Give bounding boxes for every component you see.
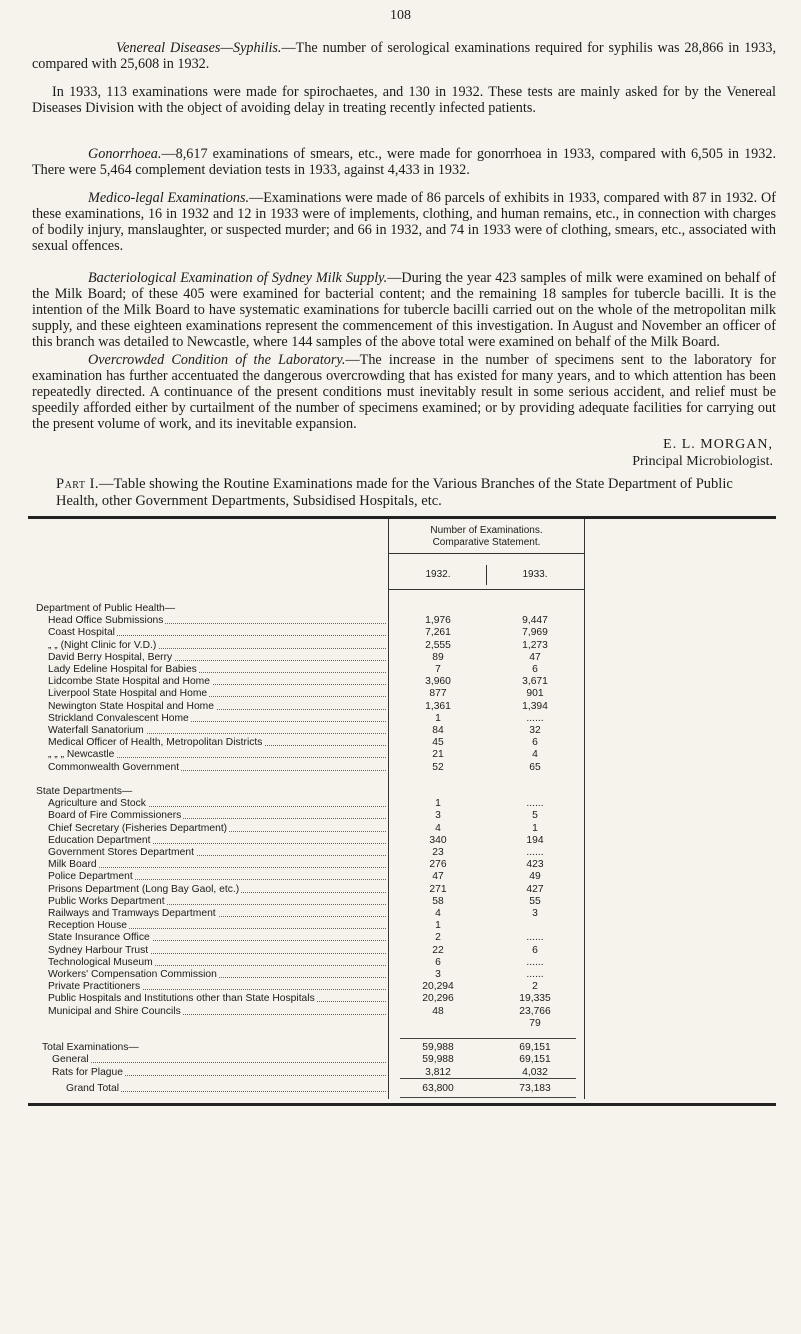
value-1932: 1 xyxy=(435,712,441,724)
table-row xyxy=(28,993,776,1005)
table-row xyxy=(28,908,776,920)
value-1933: ...... xyxy=(526,798,544,810)
row-label xyxy=(48,1006,386,1018)
table-row xyxy=(28,1018,776,1030)
table-row xyxy=(28,896,776,908)
row-label-text: Rats for Plague xyxy=(52,1066,123,1078)
paragraph-text: —The number of serological examinations required for syphilis was 28,866 in 1933, compared with 25,608 in 1932. xyxy=(32,40,776,72)
table-row xyxy=(28,810,776,822)
col-header-1932: 1932. xyxy=(425,569,451,580)
row-label xyxy=(52,1054,386,1066)
value-1933: 1 xyxy=(532,822,538,834)
caption-part: Part I. xyxy=(56,476,100,492)
section-title xyxy=(28,603,776,615)
row-label xyxy=(48,664,386,676)
value-1933: ...... xyxy=(526,969,544,980)
paragraph-text: —8,617 examinations of smears, etc., were made for gonorrhoea in 1933, compared with 6,505 in 1932. There were 5,464 complement deviation tests in 1933, against 4,433 in 1932. xyxy=(32,146,776,178)
value-1932: 48 xyxy=(432,1005,444,1017)
paragraph-lead: Medico-legal Examinations. xyxy=(88,190,250,206)
table-row xyxy=(28,615,776,627)
row-label xyxy=(48,688,386,700)
value-1932: 6 xyxy=(435,956,441,968)
value-1933: 69,151 xyxy=(519,1042,551,1054)
row-label xyxy=(48,798,386,810)
value-1932: 89 xyxy=(432,651,444,663)
paragraph-text: —During the year 423 samples of milk were examined on behalf of the Milk Board; of these 405 were examined for bacterial content; and the remaining 18 samples for tubercle bacilli. It is the intention of the Milk Board to have systematic examinations for tubercle bacilli carried out on the whole of the metropolitan milk supply, and these eighteen examinations represent the commencement of this investigation. In August and November an officer of this branch was detailed to Newcastle, where 144 samples of the above total were examined on behalf of the Milk Board. xyxy=(32,270,776,350)
row-label xyxy=(48,652,386,664)
value-1932: 271 xyxy=(429,883,447,895)
row-label xyxy=(48,981,386,993)
row-label-text: Coast Hospital xyxy=(48,627,115,639)
table-row xyxy=(28,884,776,896)
value-1933: 9,447 xyxy=(522,615,548,627)
value-1933: 23,766 xyxy=(519,1005,551,1017)
row-label xyxy=(42,1042,386,1054)
grand-total-rule xyxy=(400,1097,576,1098)
row-label-text: Department of Public Health— xyxy=(36,603,176,614)
row-label xyxy=(48,945,386,957)
row-label-text: Lady Edeline Hospital for Babies xyxy=(48,664,197,675)
row-label-text: Railways and Tramways Department xyxy=(48,908,216,919)
page-number: 108 xyxy=(390,8,411,23)
value-1933: 4 xyxy=(532,749,538,761)
value-1932: 59,988 xyxy=(422,1054,454,1066)
value-1933: ...... xyxy=(526,712,544,724)
row-label-text: Workers' Compensation Commission xyxy=(48,969,217,980)
value-1933: ...... xyxy=(526,932,544,944)
value-1932: 58 xyxy=(432,895,444,907)
value-1933: 47 xyxy=(529,651,541,663)
column-divider xyxy=(486,565,487,585)
table-row xyxy=(28,713,776,725)
value-1932: 47 xyxy=(432,871,444,883)
value-1932: 276 xyxy=(429,859,447,871)
row-label-text: Commonwealth Government xyxy=(48,761,180,773)
row-label-text: Newington State Hospital and Home xyxy=(48,700,214,712)
row-label-text: Total Examinations— xyxy=(42,1042,139,1054)
value-1933: 1,273 xyxy=(522,639,548,651)
row-label xyxy=(52,1067,386,1079)
row-label xyxy=(48,823,386,835)
row-label xyxy=(48,847,386,859)
value-1933: 194 xyxy=(526,834,544,846)
value-1933: 7,969 xyxy=(522,627,548,639)
table-row xyxy=(28,859,776,871)
value-1932: 1,361 xyxy=(425,700,451,712)
row-label-text: Reception House xyxy=(48,920,127,932)
table-row xyxy=(28,627,776,639)
value-1933: 3,671 xyxy=(522,676,548,688)
value-1933: 69,151 xyxy=(519,1054,551,1066)
value-1933: 1,394 xyxy=(522,700,548,712)
value-1932: 3,812 xyxy=(425,1066,451,1078)
paragraph-text: In 1933, 113 examinations were made for spirochaetes, and 130 in 1932. These tests are mainly asked for by the Venereal Diseases Division with the object of avoiding delay in treating recently infected patients. xyxy=(32,84,776,116)
value-1933: 6 xyxy=(532,944,538,956)
table-row xyxy=(28,798,776,810)
value-1932: 20,294 xyxy=(422,981,454,993)
row-label-text: Lidcombe State Hospital and Home xyxy=(48,676,210,688)
table-row xyxy=(28,969,776,981)
value-1932: 63,800 xyxy=(422,1082,454,1094)
row-label-text: Medical Officer of Health, Metropolitan Districts xyxy=(48,737,263,749)
header-main: Number of Examinations. xyxy=(430,525,543,536)
value-1933: 65 xyxy=(529,761,541,773)
signature-title: Principal Microbiologist. xyxy=(632,454,773,469)
row-label-text: Public Works Department xyxy=(48,895,165,907)
value-1932: 3,960 xyxy=(425,676,451,688)
table-row xyxy=(28,676,776,688)
paragraph-milk-supply xyxy=(32,270,776,350)
value-1932: 2 xyxy=(435,932,441,944)
row-label xyxy=(48,920,386,932)
table-row xyxy=(28,932,776,944)
paragraph-text: —Examinations were made of 86 parcels of exhibits in 1933, compared with 87 in 1932. Of these examinations, 16 in 1932 and 12 in 1933 were of implements, clothing, and human remains, etc., in connection with charges of bodily injury, manslaughter, or suspected murder; and 66 in 1932, and 74 in 1933 were of clothing, smears, etc., associated with sexual offences. xyxy=(32,190,776,254)
header-sub: Comparative Statement. xyxy=(432,537,541,548)
row-label xyxy=(48,713,386,725)
rats-row xyxy=(28,1067,776,1079)
row-label-text: Board of Fire Commissioners xyxy=(48,810,182,822)
row-label-text: Police Department xyxy=(48,871,133,883)
value-1932: 4 xyxy=(435,908,441,919)
grand-total-row xyxy=(28,1083,776,1095)
col-header-1933: 1933. xyxy=(522,569,548,580)
table-row xyxy=(28,749,776,761)
table-row xyxy=(28,725,776,737)
value-1933: ...... xyxy=(526,847,544,858)
paragraph-lead: Venereal Diseases—Syphilis. xyxy=(116,40,282,56)
value-1932: 7,261 xyxy=(425,627,451,639)
subtotal-rule xyxy=(400,1038,576,1039)
row-label xyxy=(48,993,386,1005)
row-label xyxy=(48,627,386,639)
row-label-text: Municipal and Shire Councils xyxy=(48,1005,181,1017)
value-1933: 2 xyxy=(532,981,538,993)
row-label-text: Liverpool State Hospital and Home xyxy=(48,688,208,700)
row-label xyxy=(48,615,386,627)
table-row xyxy=(28,664,776,676)
signature-name: E. L. MORGAN, xyxy=(663,437,773,452)
row-label-text: State Departments— xyxy=(36,786,133,797)
row-label xyxy=(48,640,386,652)
row-label xyxy=(48,1018,386,1030)
paragraph-syphilis xyxy=(32,40,776,72)
table-row xyxy=(28,737,776,749)
table-row xyxy=(28,688,776,700)
value-1932: 23 xyxy=(432,847,444,858)
table-row xyxy=(28,1006,776,1018)
row-label-text: Waterfall Sanatorium xyxy=(48,725,144,736)
value-1932: 21 xyxy=(432,749,444,761)
row-label-text: Public Hospitals and Institutions other than State Hospitals xyxy=(48,993,315,1005)
value-1933: 19,335 xyxy=(519,993,551,1005)
row-label xyxy=(48,908,386,920)
value-1932: 4 xyxy=(435,822,441,834)
row-label xyxy=(48,725,386,737)
table-caption xyxy=(56,476,746,510)
value-1933: 32 xyxy=(529,725,541,736)
signature xyxy=(632,436,773,470)
paragraph-lead: Overcrowded Condition of the Laboratory. xyxy=(88,352,346,368)
table-bottom-rule xyxy=(28,1103,776,1106)
row-label xyxy=(48,762,386,774)
row-label-text: Strickland Convalescent Home xyxy=(48,712,189,724)
paragraph-lead: Bacteriological Examination of Sydney Milk Supply. xyxy=(88,270,388,286)
value-1933: 5 xyxy=(532,810,538,822)
table-row xyxy=(28,981,776,993)
table-row xyxy=(28,920,776,932)
paragraph-spirochaetes xyxy=(32,84,776,116)
paragraph-text: —The increase in the number of specimens sent to the laboratory for examination has further accentuated the dangerous overcrowding that has existed for many years, and to which attention has been repeatedly directed. A continuance of the present conditions must inevitably result in some serious accident, and relief must be speedily afforded either by curtailment of the number of specimens examined; or by providing adequate facilities for carrying out the present volume of work, and its inevitable expansion. xyxy=(32,352,776,432)
row-label xyxy=(48,835,386,847)
row-label xyxy=(48,896,386,908)
row-label xyxy=(48,701,386,713)
value-1933: 6 xyxy=(532,737,538,749)
row-label xyxy=(48,749,386,761)
general-row xyxy=(28,1054,776,1066)
row-label xyxy=(48,859,386,871)
total-rule xyxy=(400,1078,576,1079)
paragraph-lead: Gonorrhoea. xyxy=(88,146,162,162)
header-rule xyxy=(389,589,584,590)
row-label xyxy=(48,969,386,981)
row-label-text: Grand Total xyxy=(66,1082,120,1094)
row-label-text xyxy=(48,1018,50,1029)
row-label xyxy=(48,932,386,944)
row-label xyxy=(48,884,386,896)
row-label-text: „ „ (Night Clinic for V.D.) xyxy=(48,639,157,651)
value-1932: 7 xyxy=(435,664,441,675)
value-1933: 901 xyxy=(526,688,544,700)
row-label-text: Government Stores Department xyxy=(48,847,194,858)
value-1933: 3 xyxy=(532,908,538,919)
value-1932: 20,296 xyxy=(422,993,454,1005)
value-1932: 2,555 xyxy=(425,639,451,651)
row-label xyxy=(48,810,386,822)
value-1933: 6 xyxy=(532,664,538,675)
row-label xyxy=(66,1083,386,1095)
row-label-text: Sydney Harbour Trust xyxy=(48,944,149,956)
value-1932: 1 xyxy=(435,920,441,932)
row-label-text: „ „ „ Newcastle xyxy=(48,749,115,761)
row-label-text: David Berry Hospital, Berry xyxy=(48,651,173,663)
value-1933: 49 xyxy=(529,871,541,883)
row-label xyxy=(48,957,386,969)
value-1932: 84 xyxy=(432,725,444,736)
header-rule xyxy=(389,553,584,554)
row-label-text: Agriculture and Stock xyxy=(48,798,146,810)
value-1933: 73,183 xyxy=(519,1082,551,1094)
row-label-text: Education Department xyxy=(48,834,151,846)
row-label-text: Milk Board xyxy=(48,859,97,871)
table-row xyxy=(28,823,776,835)
paragraph-gonorrhoea xyxy=(32,146,776,178)
caption-text: —Table showing the Routine Examinations made for the Various Branches of the State Department of Public Health, other Government Departments, Subsidised Hospitals, etc. xyxy=(56,476,733,509)
value-1933: 423 xyxy=(526,859,544,871)
value-1932: 52 xyxy=(432,761,444,773)
value-1932: 45 xyxy=(432,737,444,749)
value-1933: 4,032 xyxy=(522,1066,548,1078)
row-label-text: Technological Museum xyxy=(48,956,153,968)
paragraph-overcrowding xyxy=(32,352,776,432)
row-label-text: Prisons Department (Long Bay Gaol, etc.) xyxy=(48,883,240,895)
value-1933: 55 xyxy=(529,895,541,907)
value-1932: 340 xyxy=(429,834,447,846)
value-1932: 1 xyxy=(435,798,441,810)
row-label-text: General xyxy=(52,1054,89,1066)
row-label-text: Chief Secretary (Fisheries Department) xyxy=(48,822,228,834)
value-1933: ...... xyxy=(526,956,544,968)
table-row xyxy=(28,762,776,774)
table-row xyxy=(28,652,776,664)
row-label xyxy=(36,786,386,798)
table-row xyxy=(28,847,776,859)
row-label xyxy=(48,676,386,688)
row-label-text: Private Practitioners xyxy=(48,981,141,993)
paragraph-medico-legal xyxy=(32,190,776,254)
row-label xyxy=(48,737,386,749)
row-label-text: Head Office Submissions xyxy=(48,615,164,627)
table-row xyxy=(28,701,776,713)
value-1932: 877 xyxy=(429,688,447,700)
row-label xyxy=(48,871,386,883)
table-row xyxy=(28,945,776,957)
table-header xyxy=(389,525,584,549)
table-row xyxy=(28,957,776,969)
section-title xyxy=(28,786,776,798)
row-label-text: State Insurance Office xyxy=(48,932,150,944)
value-1932: 1,976 xyxy=(425,615,451,627)
value-1932: 3 xyxy=(435,969,441,980)
value-1932: 59,988 xyxy=(422,1042,454,1054)
value-1932: 3 xyxy=(435,810,441,822)
value-1933: 79 xyxy=(529,1017,541,1029)
value-1933: 427 xyxy=(526,883,544,895)
value-1932: 22 xyxy=(432,944,444,956)
row-label xyxy=(36,603,386,615)
table-row xyxy=(28,835,776,847)
table-row xyxy=(28,640,776,652)
examinations-table xyxy=(28,519,776,1329)
table-row xyxy=(28,871,776,883)
totals-row xyxy=(28,1042,776,1054)
